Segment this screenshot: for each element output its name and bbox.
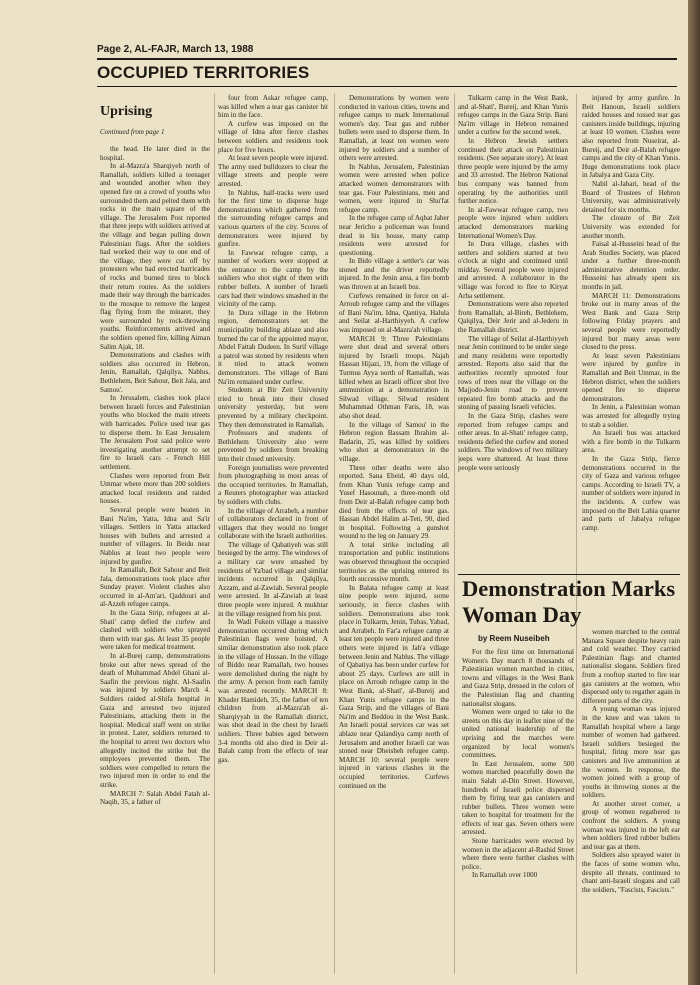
paragraph: MARCH 7: Salah Abdel Fatah al-Naqib, 35, a father of <box>100 789 210 807</box>
column-divider <box>214 94 215 974</box>
feature-column-1 <box>462 648 574 978</box>
paragraph: The village of Seilat al-Harthiyyeh near Jenin continued to be under siege and many residents were reportedly arrested. Reports also said that the authorities recently uprooted four rows of trees near the village on the Majjodo-Jenin road to prevent repeated fire bomb attacks and the stoning of passing Israeli vehicles. <box>458 334 568 412</box>
paragraph: Curfews remained in force on al-Arroub refugee camp and the villages of Bani Na'im, Idna, Qantiya, Halula and Seilat al-Harthiyyeh. A curfew was imposed on al-Mazra'ah village. <box>339 291 449 335</box>
paragraph: The village of Qabatiyeh was still besieged by the army. The windows of a military car were smashed by residents of Ya'bad village and similar incidents occurred in Qalqilya, Azzam, and al-Zawiah. Several people were arrested. In al-Zawiah at least three people were injured. A mukhtar in the village resigned from his post. <box>218 540 328 618</box>
paragraph: Professors and students of Bethlehem University also were prevented by soldiers from breaking into their closed university. <box>218 429 328 463</box>
header-rule <box>97 58 677 60</box>
article-column-2 <box>218 94 328 974</box>
paragraph: Three other deaths were also reported. Sana Ebeid, 40 days old, from Khan Yunis refuge camp and Yusef Hasounah, a three-month old from Deir al-Balah refugee camp both died from the effects of tear gas. Hassan Abdel Halim al-Teti, 90, died in hospital. Following a gunshot wound to the leg on January 29. <box>339 463 449 541</box>
paragraph: In Ramallah over 1000 <box>472 871 538 880</box>
paragraph: MARCH 11: Demonstrations broke out in many areas of the West Bank and Gaza Strip following Friday prayers and several people were reportedly injured but many areas were closed to the press. <box>582 291 680 352</box>
paragraph: In the Gaza Strip, refugees at al-Shati' camp defied the curfew and clashed with soldiers who sprayed them with tear gas. At least 35 people were taken for medical treatment. <box>100 609 210 652</box>
paragraph: In Ramallah, Beit Sahour and Beit Jala, demonstrations took place after Sunday prayer. Violent clashes also occurred in al-Am'ari, Qaddouri and al-Azzeh refugee camps. <box>100 566 210 609</box>
column-divider <box>334 94 335 974</box>
paragraph: In Wadi Fukein village a massive demonstration occurred during which Palestinian flags were hoisted. A similar demonstration also took place in the village of Hussan. In the village of Biddo near Ramallah, two houses were demolished during the night by the army. A person from each family was arrested recently. MARCH 8: Khader Hamideh, 35, the father of ten children from al-Mazra'ah al-Sharqiyyah in the Ramallah district, was shot dead in the chest by Israeli soldiers. Three babies aged between 3-4 months old also died in Deir al-Balah camp from the effects of tear gas. <box>218 618 328 764</box>
paragraph: four from Askar refugee camp, was killed when a tear gas canister hit him in the face. <box>218 94 328 120</box>
paragraph: In Nablus, Jerusalem, Palestinian women were arrested when police attacked women demonstrators with tear gas. Four Palestinians, men and women, were injured in Shu'fat refugee camp. <box>339 162 449 214</box>
paragraph: In the Gaza Strip, clashes were reported from refugee camps and other areas. In al-Shati' refugee camp, residents defied the curfew and stoned soldiers. The windows of two military jeeps were shattered. At least three people were seriously <box>458 411 568 472</box>
article-column-3 <box>339 94 449 974</box>
section-title: OCCUPIED TERRITORIES <box>97 63 310 82</box>
feature-rule <box>458 574 680 575</box>
paragraph: A curfew was imposed on the village of Idna after fierce clashes between soldiers and residents took place for five hours. <box>218 119 328 154</box>
paragraph: Demonstrations were also reported from Ramallah, al-Bireh, Bethlehem, Qalqilya, Deir Jerir and al-Jederu in the Ramallah district. <box>458 300 568 335</box>
column-divider <box>454 94 455 974</box>
article-column-4 <box>458 94 568 578</box>
paragraph: Demonstrations and clashes with soldiers also occurred in Hebron, Jenin, Ramallah, Qalqilya, Nablus, Bethlehem, Beit Sahour, Beit Jala, and Samou'. <box>100 351 210 394</box>
paragraph: At least seven Palestinians were injured by gunfire in Ramallah and Beit Ummar, in the Hebron district, when the soldiers opened fire to disperse demonstrators. <box>582 351 680 403</box>
paragraph: In Dura village in the Hebron region, demonstrators set the municipality building ablaze and also burned the car of the appointed mayor, Abdel Fattah Dudeen. In Surif village a patrol was stoned by residents when it tried to attack women demonstrators. The village of Bani Na'im remained under curfew. <box>218 308 328 386</box>
page-header: Page 2, AL-FAJR, March 13, 1988 <box>97 44 254 55</box>
feature-byline: by Reem Nuseibeh <box>478 634 550 643</box>
paragraph: women marched to the central Manara Square despite heavy rain and cold weather. They carried Palestinian flags and chanted nationalist slogans. Soldiers fired from a rooftop started to fire tear gas canisters at the women, who dispersed only to regather again in different parts of the city. <box>582 628 680 705</box>
paragraph: In Balata refugee camp at least nine people were injured, some seriously, in fierce clashes with soldiers. Demonstrations also took place in Tulkarm, Jenin, Tubas, Yabad, and Arrabeh. In Far'a refugee camp at least ten people were injured and three others were injured in Jab'a village between Jenin and Nablus. The village of Qabatiya has been under curfew for about 25 days. Curfews are still in place on Arroub refugee camp in the West Bank, al-Shati', al-Bureij and Khan Yunis refugee camps in the Gaza Strip, and the villages of Bani Na'im and Beddou in the West Bank. An Israeli postal services car was set ablaze near Qalandiya camp north of Jerusalem and another Israeli car was stoned near Dheisheh refugee camp. MARCH 10: several people were injured in various clashes in the occupied territories. Curfews continued on the <box>339 583 449 790</box>
paragraph: Women were urged to take to the streets on this day in leaflet nine of the united national leadership of the uprising and the marches were organized by local women's committees. <box>462 708 574 760</box>
paragraph: In Bido village a settler's car was stoned and the driver reportedly injured. In the Jenin area, a fire bomb was thrown at an Israeli bus. <box>339 257 449 292</box>
feature-headline: Demonstration Marks Woman Day <box>462 576 676 627</box>
paragraph: Foreign journalists were prevented from photographing in most areas of the occupied territories. In Ramallah, a Reuters photographer was attacked by soldiers with clubs. <box>218 463 328 506</box>
paragraph: In Fawwar refugee camp, a number of workers were stopped at the entrance to the camp by the soldiers who shot eight of them with rubber bullets. A number of Israeli cars had their windows smashed in the vicinity of the camp. <box>218 248 328 309</box>
article-column-1 <box>100 145 210 975</box>
paragraph: In Hebron Jewish settlers continued their attack on Palestinian residents. (See separate story). At least three people were injured by the army and 33 arrested. The Hebron National bus company was banned from operating by the authorities until further notice. <box>458 136 568 206</box>
paragraph: For the first time on International Women's Day march 8 thousands of Palestinian women marched in cities, towns and villages in the West Bank and Gaza Strip, dressed in the colors of the Palestinian flag and chanting nationalist slogans. <box>462 648 574 708</box>
binding-edge <box>688 0 700 985</box>
paragraph: the head. He later died in the hospital. <box>100 145 210 162</box>
paragraph: In Jerusalem, clashes took place between Israeli forces and Palestinian youths who blocked the main streets with barricades. Police used tear gas to disperse them. In East Jerusalem The Jerusalem Post said police were investigating another attempt to set fire to Israeli cars - French Hill settlement. <box>100 394 210 471</box>
paragraph: At another street corner, a group of women regathered to confront the soldiers. A young woman was injured in the left ear when soldiers fired rubber bullets and tear gas at them. <box>582 799 680 851</box>
feature-column-2 <box>582 628 680 978</box>
column-divider <box>576 94 577 974</box>
paragraph: Tulkarm camp in the West Bank, and al-Shati', Bureij, and Khan Yunis refugee camps in the Gaza Strip. Bani Na'im village in Hebron remained under a curfew for the second week. <box>458 94 568 137</box>
paragraph: In the refugee camp of Aqbat Jaber near Jericho a policeman was found dead in his house, many camp residents were arrested for questioning. <box>339 214 449 257</box>
paragraph: In Jenin, a Palestinian woman was arrested for allegedly trying to stab a soldier. <box>582 403 680 429</box>
paragraph: Faisal al-Husseini head of the Arab Studies Society, was placed under a further three-month administrative detention order. Husseini has already spent six months in jail. <box>582 240 680 292</box>
paragraph: Students at Bir Zeit University tried to break into their closed university yesterday, but were prevented by a military checkpoint. They then demonstrated in Ramallah. <box>218 386 328 429</box>
article-headline: Uprising <box>100 104 153 119</box>
paragraph: In the Gaza Strip, fierce demonstrations occurred in the city of Gaza and various refugee camps. According to Israeli TV, a number of soldiers were injured in the incidents. A curfew was imposed on the Beit Lahia quarter and parts of Jabalya refugee camp. <box>582 454 680 532</box>
paragraph: In the village of Samou' in the Hebron region Bassam Ibrahim al-Badarin, 25, was killed by soldiers who shot at demonstrators in the village. <box>339 420 449 463</box>
paragraph: In al-Burej camp, demonstrations broke out after news spread of the death of Muhammad Abdel Ghani al-Saafin the previous night. Al-Saafin was injured by soldiers March 4. Soldiers raided al-Shifa hospital in Gaza and arrested two injured Palestinians, attacking them in the hospital. Medical staff went on strike in protest. Later, soldiers returned to the hospital to arrest two doctors who allegedly incited the strike but the employees prevented them. The soldiers were compelled to return the two injured men in order to end the strike. <box>100 652 210 789</box>
paragraph: Stone barricades were erected by women in the adjacent al-Rashid Street where there were further clashes with police. <box>462 837 574 871</box>
paragraph: injured by army gunfire. In Beit Hanoun, Israeli soldiers raided houses and tossed tear gas canisters inside buildings, injuring at least 10 women. Clashes were also reported from Nuseirat, al-Bureij, and Deir al-Balah refugee camps and the city of Khan Yunis. Huge demonstrations took place in Jabalya and Gaza City. <box>582 94 680 180</box>
paragraph: Clashes were reported from Beit Ummar where more than 200 soldiers attacked local residents and raided houses. <box>100 471 210 506</box>
paragraph: Soldiers also sprayed water in the faces of some women who, despite all threats, continued to chant anti-Israeli slogans and call the soldiers, "Fascists, Fascists." <box>582 851 680 894</box>
paragraph: An Israeli bus was attacked with a fire bomb in the Tulkarm area. <box>582 429 680 455</box>
section-rule <box>97 86 677 87</box>
continued-note: Continued from page 1 <box>100 128 165 136</box>
paragraph: In Dura village, clashes with settlers and soldiers started at two o'clock at night and continued until midday. Several people were injured and arrested. A collaborator in the village was forced to flee to Kiryat Arba settlement. <box>458 240 568 300</box>
paragraph: Nabil al-Jabari, head of the Board of Trustees of Hebron University, was administratively detained for six months. <box>582 179 680 214</box>
paragraph: In the village of Arrabeh, a number of collaborators declared in front of villagers that they would no longer collaborate with the Israeli authorities. <box>218 506 328 541</box>
paragraph: Several people were beaten in Bani Na'im, Yatta, Idna and Sa'ir villages. Settlers in Yatta attacked houses with bullets and arrested a number of villagers. In Beidu near Nablus at least two people were injured by gunfire. <box>100 505 210 566</box>
paragraph: Demonstrations by women were conducted in various cities, towns and refugee camps to mark International women's day. Tear gas and rubber bullets were used to disperse them. In Ramallah, at least ten women were injured by soldiers and a number of others were arrested. <box>339 94 449 163</box>
paragraph: The closure of Bir Zeit University was extended for another month. <box>582 214 680 240</box>
paragraph: In Nablus, half-tracks were used for the first time to disperse huge demonstrations which gathered from the surrounding refugee camps and various quarters of the city. Scores of demonstrators were injured by gunfire. <box>218 188 328 249</box>
paragraph: In al-Mazra'a Sharqiyeh north of Ramallah, soldiers killed a teenager and wounded another when they opened fire on a crowd of youths who surrounded them and pelted them with rocks in the main square of the village. The Jerusalem Post reported that three jeeps with soldiers arrived at the village and began pulling down Palestinian flags. After the soldiers had worked their way to one end of the village, they were cut off by protesters who had erected barricades of rocks and burned tires to block their return routes. As the soldiers made their way through the barricades to the mosque to remove the largest flag flying from the minaret, they were surrounded by rock-throwing youths. Reinforcements arrived and the soldiers opened fire, killing Aiman Salim Ajak, 18. <box>100 162 210 351</box>
paragraph: In al-Fawwar refugee camp, two people were injured when soldiers attacked demonstrators marking International Women's Day. <box>458 205 568 240</box>
article-column-5 <box>582 94 680 574</box>
paragraph: In East Jerusalem, some 500 women marched peacefully down the main Salah al-Din Street. However, hundreds of Israeli police dispersed them by firing tear gas canisters and rubber bullets. Three women were taken to hospital for treatment for the effects of tear gas. Seven others were arrested. <box>462 759 574 837</box>
paragraph: A young woman was injured in the knee and was taken to Ramallah hospital where a large number of women had gathered. Israeli soldiers besieged the hospital, firing more tear gas canisters and live ammunition at the women. In response, the women joined with a group of youths in throwing stones at the soldiers. <box>582 705 680 800</box>
paragraph: At least seven people were injured. The army used bulldozers to clear the village streets and people were arrested. <box>218 154 328 188</box>
paragraph: MARCH 9: Three Palestinians were shot dead and several others injured by Israeli troops. Najah Hassan Hijazi, 19, from the village of Turmus Ayya north of Ramallah, was killed when an Israeli officer shot live ammunition at a demonstration in Silwad village. Silwad resident Muhammad Othman Faris, 18, was also shot dead. <box>339 334 449 420</box>
paragraph: A total strike including all transportation and public institutions was observed throughout the occupied territories as the uprising entered its fourth successive month. <box>339 540 449 584</box>
